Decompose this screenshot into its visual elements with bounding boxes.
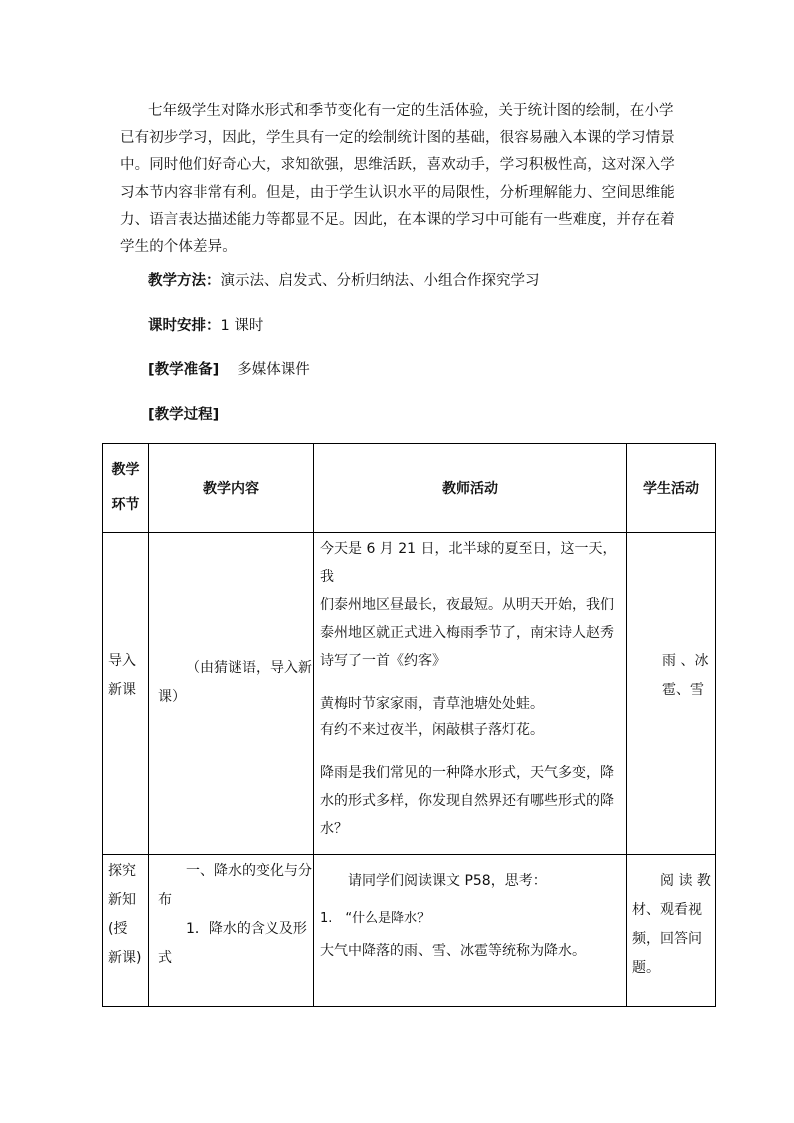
student-line: 频，回答问	[632, 931, 702, 947]
class-schedule	[148, 316, 263, 336]
student-activity-cell	[627, 855, 716, 1007]
teacher-line: 诗写了一首《约客》	[320, 653, 446, 669]
table-header-row	[103, 444, 716, 533]
header-stage-line: 教学	[111, 462, 140, 478]
stage-line: 新课	[108, 682, 136, 698]
class-schedule-label: 课时安排：	[148, 318, 221, 334]
teaching-process-heading: [教学过程]	[148, 407, 220, 423]
teacher-line: 水的形式多样，你发现自然界还有哪些形式的降	[320, 793, 614, 809]
header-stage-line: 环节	[111, 497, 140, 513]
stage-cell	[103, 533, 149, 855]
teaching-methods	[148, 271, 540, 291]
content-line: 布	[158, 892, 172, 908]
stage-line: 新课)	[108, 950, 142, 966]
teaching-methods-value: 演示法、启发式、分析归纳法、小组合作探究学习	[220, 273, 540, 289]
teacher-line: 泰州地区就正式进入梅雨季节了，南宋诗人赵秀	[320, 625, 614, 641]
student-activity-cell	[627, 533, 716, 855]
table-row	[103, 533, 716, 855]
header-stage	[103, 444, 149, 533]
student-line: 题。	[632, 960, 660, 976]
teaching-preparation-label: [教学准备]	[148, 362, 220, 378]
teaching-preparation-value: 多媒体课件	[237, 362, 310, 378]
teacher-line: 们泰州地区昼最长，夜最短。从明天开始，我们	[320, 597, 614, 613]
header-content: 教学内容	[149, 444, 314, 533]
lesson-table	[102, 443, 716, 1007]
teacher-line: 请同学们阅读课文 P58，思考：	[348, 873, 547, 889]
student-line: 雹、雪	[662, 682, 704, 698]
stage-line: 探究	[108, 863, 136, 879]
teacher-line: 今天是 6 月 21 日，北半球的夏至日，这一天，我	[320, 541, 617, 585]
stage-line: 导入	[108, 653, 136, 669]
header-student-activity: 学生活动	[627, 444, 716, 533]
content-line: 课）	[158, 689, 186, 705]
teacher-line: 1. “什么是降水？	[320, 911, 431, 926]
stage-line: (授	[108, 921, 128, 937]
content-line: 式	[158, 950, 172, 966]
student-line: 材、观看视	[632, 902, 702, 918]
teacher-activity-cell	[314, 533, 627, 855]
content-cell	[149, 855, 314, 1007]
class-schedule-value: 1 课时	[220, 318, 264, 334]
teacher-line: 降雨是我们常见的一种降水形式，天气多变，降	[320, 765, 614, 781]
teacher-line: 水？	[320, 821, 348, 837]
table-row	[103, 855, 716, 1007]
content-line: （由猜谜语，导入新	[186, 660, 312, 676]
student-line: 阅 读 教	[660, 873, 711, 889]
teacher-line: 大气中降落的雨、雪、冰雹等统称为降水。	[320, 943, 586, 959]
stage-line: 新知	[108, 892, 136, 908]
content-cell	[149, 533, 314, 855]
teaching-methods-label: 教学方法：	[148, 273, 221, 289]
content-line: 一、降水的变化与分	[186, 863, 312, 879]
student-line: 雨 、冰	[662, 653, 709, 669]
poem-line: 黄梅时节家家雨，青草池塘处处蛙。	[320, 696, 544, 712]
stage-cell	[103, 855, 149, 1007]
content-line: 1．降水的含义及形	[186, 921, 307, 937]
teaching-preparation	[148, 360, 310, 380]
poem-line: 有约不来过夜半，闲敲棋子落灯花。	[320, 722, 544, 738]
teacher-activity-cell	[314, 855, 627, 1007]
intro-paragraph: 七年级学生对降水形式和季节变化有一定的生活体验，关于统计图的绘制，在小学已有初步学习，因此，学生具有一定的绘制统计图的基础，很容易融入本课的学习情景中。同时他们好奇心大，求知欲强，思维活跃，喜欢动手，学习积极性高，这对深入学习本节内容非常有利。但是，由于学生认识水平的局限性，分析理解能力、空间思维能力、语言表达描述能力等都显不足。因此，在本课的学习中可能有一些难度，并存在着学生的个体差异。	[120, 103, 675, 256]
header-teacher-activity: 教师活动	[314, 444, 627, 533]
